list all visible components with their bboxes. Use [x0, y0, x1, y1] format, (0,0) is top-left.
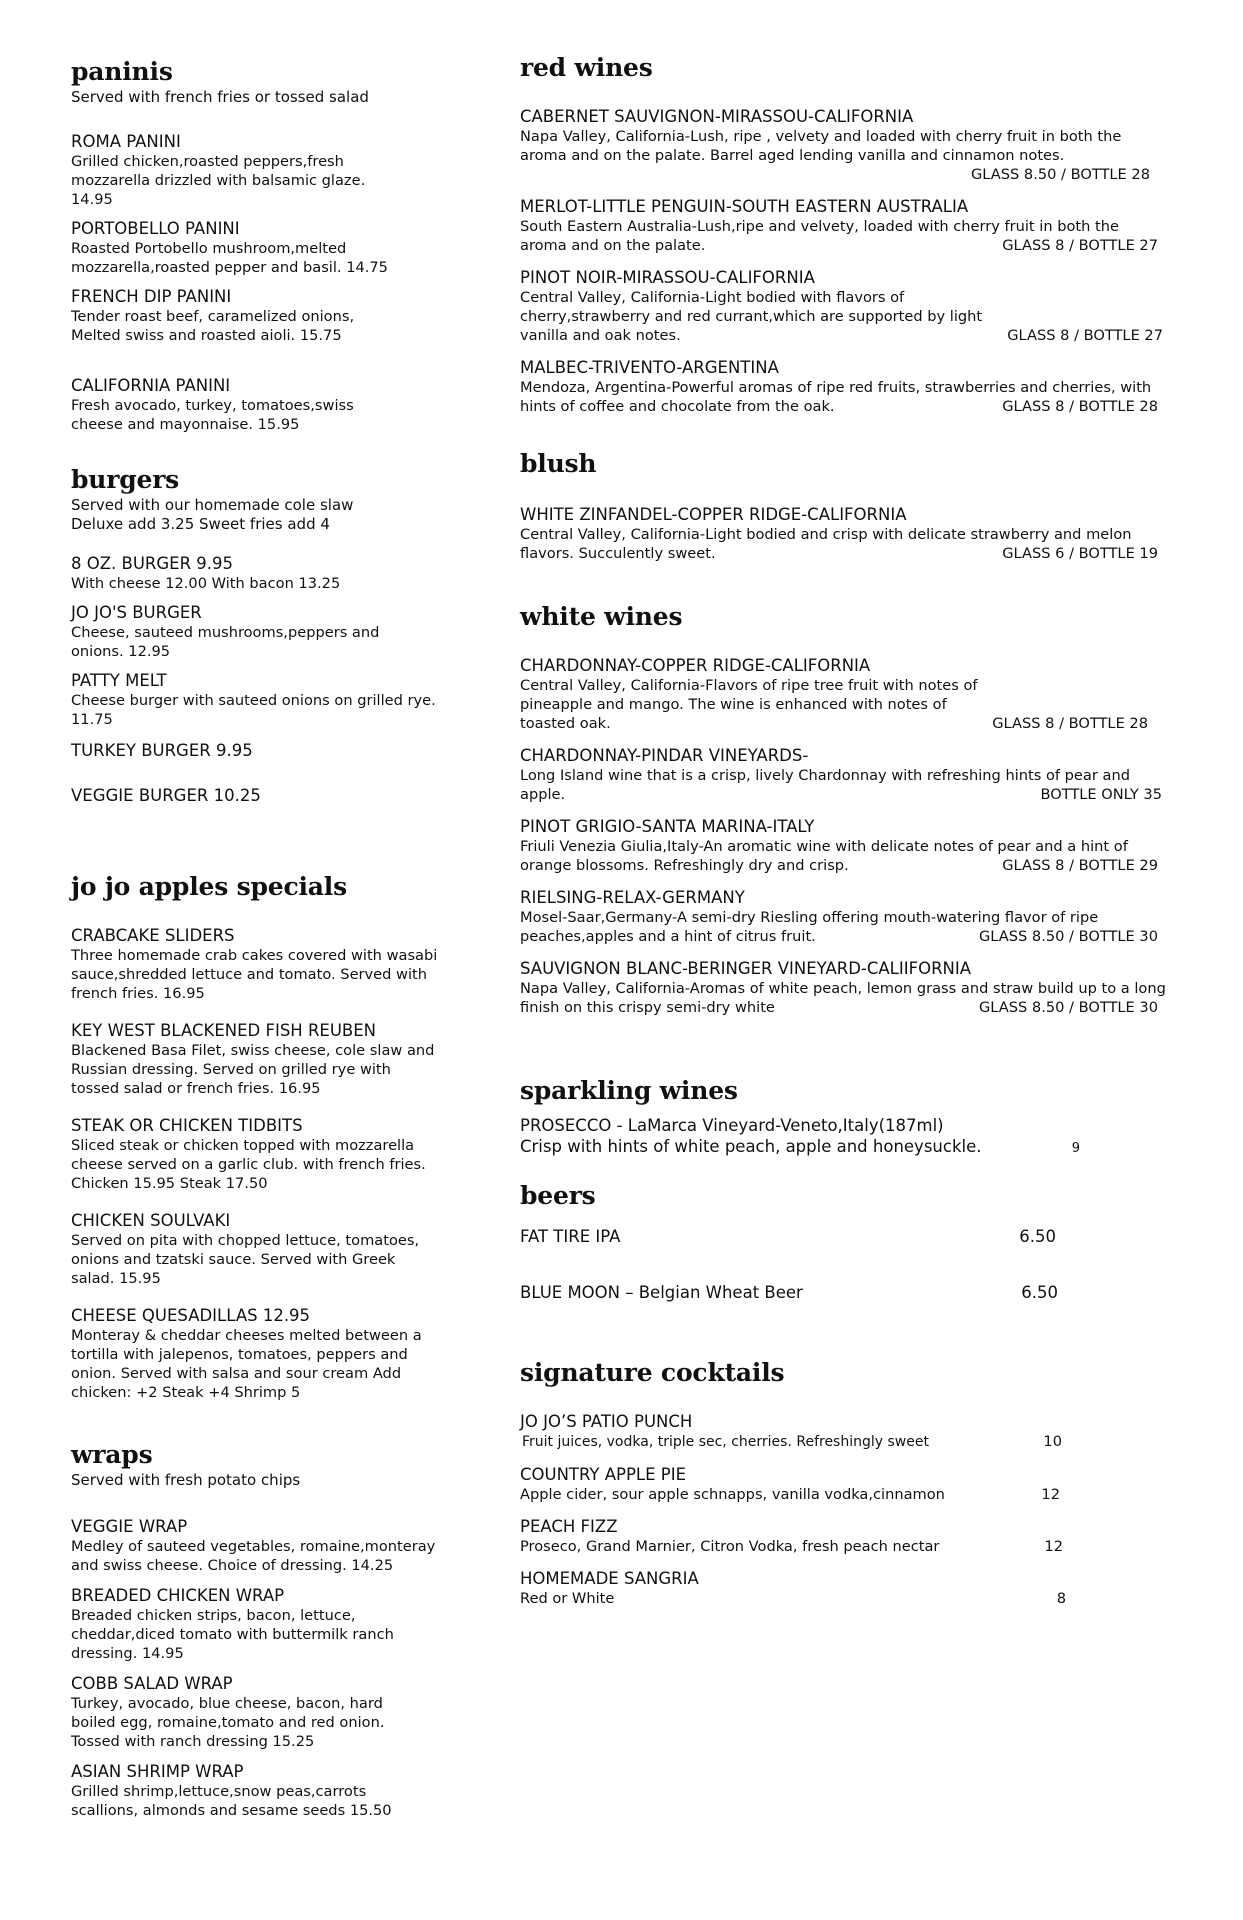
item-name: PORTOBELLO PANINI	[71, 219, 240, 238]
item-description: Long Island wine that is a crisp, lively Chardonnay with refreshing hints of pear and apple.	[520, 767, 1130, 803]
section-title: burgers	[71, 465, 180, 494]
item-description: Napa Valley, California-Lush, ripe , velvety and loaded with cherry fruit in both the aroma and on the palate. Barrel aged lending vanilla and cinnamon notes.	[520, 128, 1122, 164]
menu-item	[71, 1673, 471, 1751]
item-price: GLASS 8.50 / BOTTLE 30	[979, 999, 1158, 1016]
section-subtitle: Served with our homemade cole slaw	[71, 496, 354, 514]
item-description: Served on pita with chopped lettuce, tomatoes, onions and tzatski sauce. Served with Greek salad. 15.95	[71, 1232, 420, 1287]
item-description: Medley of sauteed vegetables, romaine,monteray and swiss cheese. Choice of dressing. 14.25	[71, 1538, 436, 1574]
wine-item	[520, 357, 1170, 416]
section-signature-cocktails	[520, 1357, 1170, 1608]
item-name: BREADED CHICKEN WRAP	[71, 1586, 285, 1605]
item-description: Proseco, Grand Marnier, Citron Vodka, fresh peach nectar	[520, 1538, 940, 1555]
item-description: Cheese, sauteed mushrooms,peppers and onions. 12.95	[71, 624, 380, 660]
item-name: WHITE ZINFANDEL-COPPER RIDGE-CALIFORNIA	[520, 505, 907, 524]
section-title: sparkling wines	[520, 1076, 738, 1105]
item-price: 12	[1044, 1538, 1063, 1555]
item-description: Crisp with hints of white peach, apple and honeysuckle.	[520, 1137, 982, 1156]
section-wraps	[71, 1439, 471, 1820]
section-title: white wines	[520, 602, 683, 631]
menu-item	[71, 785, 471, 806]
cocktail-item	[520, 1516, 1170, 1556]
item-price: GLASS 8 / BOTTLE 28	[992, 715, 1148, 732]
beer-item	[520, 1282, 1058, 1303]
item-name: KEY WEST BLACKENED FISH REUBEN	[71, 1021, 377, 1040]
section-burgers	[71, 464, 471, 806]
item-name: HOMEMADE SANGRIA	[520, 1569, 699, 1588]
menu-item	[71, 1585, 471, 1663]
menu-item	[71, 218, 471, 277]
item-name: JO JO’S PATIO PUNCH	[520, 1412, 693, 1431]
item-price: 10	[1043, 1433, 1062, 1450]
item-name: 8 OZ. BURGER 9.95	[71, 554, 234, 573]
menu-item	[71, 286, 471, 345]
item-description: Central Valley, California-Light bodied with flavors of cherry,strawberry and red currant,which are supported by light vanilla and oak notes.	[520, 289, 983, 344]
menu-item	[71, 553, 471, 593]
item-name: TURKEY BURGER 9.95	[71, 741, 253, 760]
wine-item	[520, 745, 1170, 804]
item-name: JO JO'S BURGER	[71, 603, 202, 622]
section-sparkling-wines	[520, 1075, 1170, 1158]
item-name: CABERNET SAUVIGNON-MIRASSOU-CALIFORNIA	[520, 107, 914, 126]
item-description: Tender roast beef, caramelized onions, Melted swiss and roasted aioli. 15.75	[71, 308, 355, 344]
wine-item	[520, 1115, 1170, 1158]
wine-item	[520, 196, 1170, 255]
item-price: GLASS 8 / BOTTLE 27	[1007, 327, 1163, 344]
item-description: Friuli Venezia Giulia,Italy-An aromatic wine with delicate notes of pear and a hint of orange blossoms. Refreshingly dry and crisp.	[520, 838, 1128, 874]
menu-item	[71, 602, 471, 661]
item-price: 12	[1041, 1486, 1060, 1503]
item-name: PROSECCO - LaMarca Vineyard-Veneto,Italy(187ml)	[520, 1116, 944, 1135]
item-name: CHEESE QUESADILLAS 12.95	[71, 1306, 311, 1325]
item-name: PEACH FIZZ	[520, 1517, 618, 1536]
wine-item	[520, 816, 1170, 875]
cocktail-item	[520, 1411, 1170, 1452]
item-name: PINOT GRIGIO-SANTA MARINA-ITALY	[520, 817, 815, 836]
item-row	[520, 1589, 1066, 1608]
section-blush	[520, 448, 1170, 563]
item-price: GLASS 8 / BOTTLE 29	[1002, 857, 1158, 874]
item-price: GLASS 8.50 / BOTTLE 28	[971, 166, 1150, 183]
section-subtitle: Served with fresh potato chips	[71, 1471, 301, 1489]
item-name: COUNTRY APPLE PIE	[520, 1465, 687, 1484]
item-name: MERLOT-LITTLE PENGUIN-SOUTH EASTERN AUSTRALIA	[520, 197, 969, 216]
item-name: FAT TIRE IPA	[520, 1227, 621, 1246]
cocktail-item	[520, 1568, 1170, 1608]
item-price: GLASS 8.50 / BOTTLE 30	[979, 928, 1158, 945]
item-row	[520, 1537, 1063, 1556]
item-description: Blackened Basa Filet, swiss cheese, cole slaw and Russian dressing. Served on grilled rye with tossed salad or french fries. 16.95	[71, 1042, 435, 1097]
section-subtitle: Served with french fries or tossed salad	[71, 88, 369, 106]
section-title: beers	[520, 1181, 596, 1210]
wine-item	[520, 267, 1170, 345]
item-name: VEGGIE WRAP	[71, 1517, 188, 1536]
item-description: Central Valley, California-Light bodied and crisp with delicate strawberry and melon flavors. Succulently sweet.	[520, 526, 1132, 562]
section-title: signature cocktails	[520, 1358, 785, 1387]
item-name: SAUVIGNON BLANC-BERINGER VINEYARD-CALIIFORNIA	[520, 959, 972, 978]
item-description: Monteray & cheddar cheeses melted between a tortilla with jalepenos, tomatoes, peppers and onion. Served with salsa and sour cream Add chicken: +2 Steak +4 Shrimp 5	[71, 1327, 422, 1401]
section-title: wraps	[71, 1440, 153, 1469]
menu-item	[71, 1305, 471, 1402]
item-description: Fresh avocado, turkey, tomatoes,swiss cheese and mayonnaise. 15.95	[71, 397, 354, 433]
item-name: CALIFORNIA PANINI	[71, 376, 231, 395]
item-name: BLUE MOON – Belgian Wheat Beer	[520, 1283, 803, 1302]
item-name: VEGGIE BURGER 10.25	[71, 786, 261, 805]
cocktail-item	[520, 1464, 1170, 1504]
item-price: GLASS 6 / BOTTLE 19	[1002, 545, 1158, 562]
item-name: ASIAN SHRIMP WRAP	[71, 1762, 244, 1781]
item-description: Cheese burger with sauteed onions on grilled rye. 11.75	[71, 692, 436, 728]
menu-item	[71, 375, 471, 434]
item-description: Fruit juices, vodka, triple sec, cherries. Refreshingly sweet	[522, 1434, 929, 1450]
section-subtitle: Deluxe add 3.25 Sweet fries add 4	[71, 515, 330, 533]
item-description: Roasted Portobello mushroom,melted mozzarella,roasted pepper and basil. 14.75	[71, 240, 388, 276]
item-price: 6.50	[1021, 1283, 1058, 1302]
item-price: BOTTLE ONLY 35	[1040, 786, 1162, 803]
section-specials	[71, 871, 471, 1402]
wine-item	[520, 655, 1170, 733]
item-description: Napa Valley, California-Aromas of white peach, lemon grass and straw build up to a long finish on this crispy semi-dry white	[520, 980, 1166, 1016]
section-title: jo jo apples specials	[71, 872, 347, 901]
item-name: CRABCAKE SLIDERS	[71, 926, 235, 945]
item-name: STEAK OR CHICKEN TIDBITS	[71, 1116, 303, 1135]
item-name: FRENCH DIP PANINI	[71, 287, 232, 306]
item-row	[520, 1432, 1062, 1452]
menu-item	[71, 131, 471, 209]
item-description: Three homemade crab cakes covered with wasabi sauce,shredded lettuce and tomato. Served with french fries. 16.95	[71, 947, 438, 1002]
section-title: blush	[520, 449, 597, 478]
item-name: RIELSING-RELAX-GERMANY	[520, 888, 745, 907]
item-name: MALBEC-TRIVENTO-ARGENTINA	[520, 358, 779, 377]
beer-item	[520, 1226, 1056, 1247]
section-title: red wines	[520, 53, 653, 82]
section-paninis	[71, 56, 471, 434]
item-name: COBB SALAD WRAP	[71, 1674, 233, 1693]
section-beers	[520, 1180, 1170, 1303]
section-red-wines	[520, 52, 1170, 416]
item-description: Mendoza, Argentina-Powerful aromas of ripe red fruits, strawberries and cherries, with hints of coffee and chocolate from the oak.	[520, 379, 1152, 415]
item-name: PINOT NOIR-MIRASSOU-CALIFORNIA	[520, 268, 815, 287]
menu-item	[71, 740, 471, 761]
item-description: Apple cider, sour apple schnapps, vanilla vodka,cinnamon	[520, 1486, 945, 1503]
item-description: Mosel-Saar,Germany-A semi-dry Riesling offering mouth-watering flavor of ripe peaches,apples and a hint of citrus fruit.	[520, 909, 1099, 945]
item-description: With cheese 12.00 With bacon 13.25	[71, 575, 341, 592]
wine-item	[520, 504, 1170, 563]
item-name: PATTY MELT	[71, 671, 167, 690]
section-title: paninis	[71, 57, 173, 86]
menu-item	[71, 925, 471, 1003]
wine-item	[520, 887, 1170, 946]
item-name: CHARDONNAY-PINDAR VINEYARDS-	[520, 746, 809, 765]
item-price: 6.50	[1019, 1227, 1056, 1246]
item-description: Sliced steak or chicken topped with mozzarella cheese served on a garlic club. with french fries. Chicken 15.95 Steak 17.50	[71, 1137, 426, 1192]
item-name: CHICKEN SOULVAKI	[71, 1211, 231, 1230]
menu-item	[71, 1761, 471, 1820]
item-name: CHARDONNAY-COPPER RIDGE-CALIFORNIA	[520, 656, 871, 675]
item-price: GLASS 8 / BOTTLE 27	[1002, 237, 1158, 254]
wine-item	[520, 958, 1170, 1017]
menu-item	[71, 1210, 471, 1288]
item-row	[520, 1136, 1080, 1158]
menu-item	[71, 670, 471, 729]
item-description: Red or White	[520, 1590, 615, 1607]
item-description: Turkey, avocado, blue cheese, bacon, hard boiled egg, romaine,tomato and red onion. Tossed with ranch dressing 15.25	[71, 1695, 385, 1750]
item-description: Grilled chicken,roasted peppers,fresh mozzarella drizzled with balsamic glaze. 14.95	[71, 153, 366, 208]
menu-item	[71, 1516, 471, 1575]
item-price: 8	[1056, 1590, 1066, 1607]
wine-item	[520, 106, 1170, 184]
item-row	[520, 1485, 1060, 1504]
item-description: Central Valley, California-Flavors of ripe tree fruit with notes of pineapple and mango. The wine is enhanced with notes of toasted oak.	[520, 677, 978, 732]
item-description: Grilled shrimp,lettuce,snow peas,carrots scallions, almonds and sesame seeds 15.50	[71, 1783, 392, 1819]
item-description: South Eastern Australia-Lush,ripe and velvety, loaded with cherry fruit in both the aroma and on the palate.	[520, 218, 1119, 254]
menu-item	[71, 1020, 471, 1098]
item-price: 9	[1071, 1141, 1080, 1156]
item-name: ROMA PANINI	[71, 132, 181, 151]
section-white-wines	[520, 601, 1170, 1017]
item-description: Breaded chicken strips, bacon, lettuce, cheddar,diced tomato with buttermilk ranch dressing. 14.95	[71, 1607, 394, 1662]
item-price: GLASS 8 / BOTTLE 28	[1002, 398, 1158, 415]
menu-item	[71, 1115, 471, 1193]
